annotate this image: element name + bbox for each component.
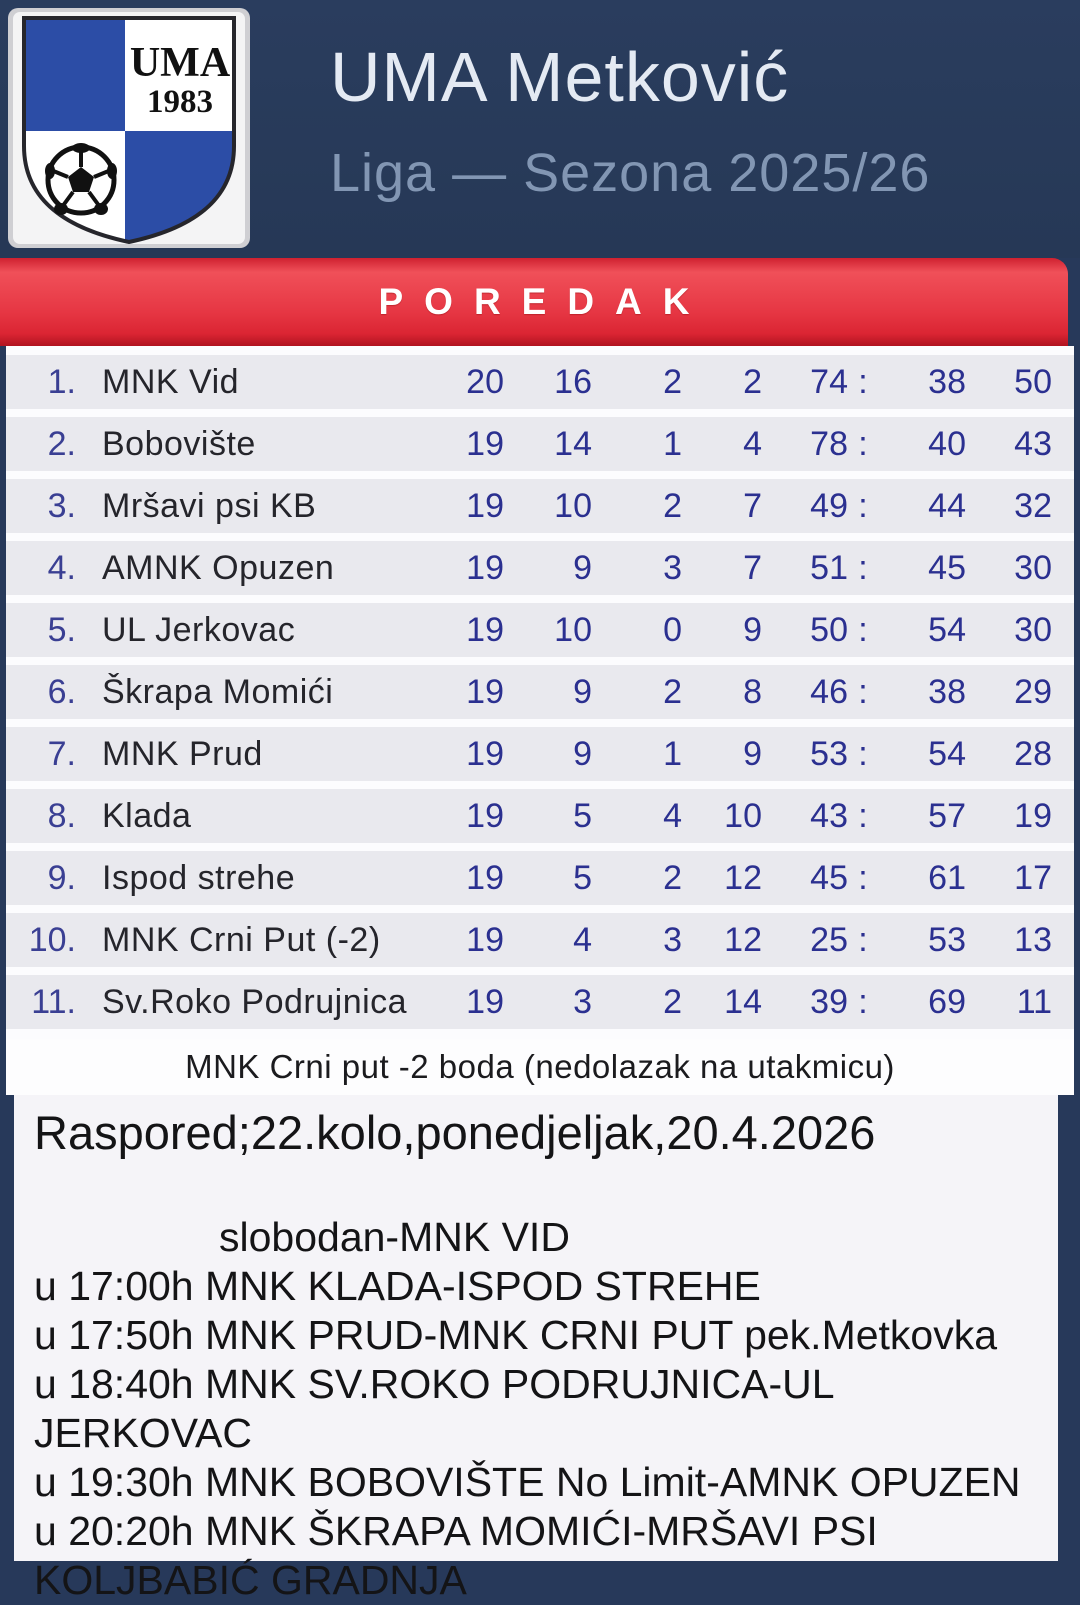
- wins-cell: 14: [554, 424, 592, 463]
- games-cell: 19: [466, 424, 504, 463]
- table-row: [6, 727, 1074, 781]
- wins-cell: 9: [573, 548, 592, 587]
- rank-cell: 2.: [47, 424, 76, 463]
- games-cell: 19: [466, 982, 504, 1021]
- schedule-line: u 17:50h MNK PRUD-MNK CRNI PUT pek.Metkovka: [34, 1312, 998, 1358]
- rank-cell: 1.: [47, 362, 76, 401]
- club-crest-icon: [8, 8, 250, 248]
- losses-cell: 9: [743, 610, 762, 649]
- header: [0, 0, 1080, 258]
- goals-for-cell: 39: [810, 982, 848, 1021]
- goals-against-cell: 38: [928, 362, 966, 401]
- points-cell: 32: [1014, 486, 1052, 525]
- table-row: [6, 851, 1074, 905]
- schedule-heading: Raspored;22.kolo,ponedjeljak,20.4.2026: [34, 1106, 876, 1159]
- games-cell: 19: [466, 486, 504, 525]
- score-separator: :: [858, 734, 868, 773]
- rank-cell: 11.: [31, 982, 76, 1021]
- standings-table: [6, 346, 1074, 1039]
- games-cell: 19: [466, 920, 504, 959]
- losses-cell: 7: [743, 486, 762, 525]
- goals-for-cell: 43: [810, 796, 848, 835]
- points-cell: 13: [1014, 920, 1052, 959]
- table-row: [6, 479, 1074, 533]
- goals-against-cell: 44: [928, 486, 966, 525]
- page-subtitle: Liga — Sezona 2025/26: [330, 143, 931, 203]
- goals-against-cell: 40: [928, 424, 966, 463]
- rank-cell: 3.: [47, 486, 76, 525]
- goals-against-cell: 54: [928, 734, 966, 773]
- goals-against-cell: 38: [928, 672, 966, 711]
- page-title: UMA Metković: [330, 38, 790, 116]
- score-separator: :: [858, 858, 868, 897]
- draws-cell: 2: [663, 858, 682, 897]
- draws-cell: 2: [663, 982, 682, 1021]
- score-separator: :: [858, 424, 868, 463]
- team-cell: AMNK Opuzen: [102, 548, 335, 587]
- games-cell: 20: [466, 362, 504, 401]
- rank-cell: 8.: [47, 796, 76, 835]
- draws-cell: 2: [663, 362, 682, 401]
- rank-cell: 9.: [47, 858, 76, 897]
- draws-cell: 1: [663, 424, 682, 463]
- games-cell: 19: [466, 548, 504, 587]
- losses-cell: 9: [743, 734, 762, 773]
- wins-cell: 16: [554, 362, 592, 401]
- goals-against-cell: 57: [928, 796, 966, 835]
- draws-cell: 4: [663, 796, 682, 835]
- rank-cell: 4.: [47, 548, 76, 587]
- losses-cell: 8: [743, 672, 762, 711]
- points-cell: 19: [1014, 796, 1052, 835]
- points-cell: 28: [1014, 734, 1052, 773]
- badge-club-name: UMA: [129, 40, 231, 86]
- schedule-line: u 20:20h MNK ŠKRAPA MOMIĆI-MRŠAVI PSI KOLJBABIĆ GRADNJA: [34, 1508, 878, 1603]
- standings-banner-title: POREDAK: [378, 281, 711, 322]
- table-row: [6, 913, 1074, 967]
- goals-against-cell: 61: [928, 858, 966, 897]
- rank-cell: 6.: [47, 672, 76, 711]
- team-cell: Bobovište: [102, 424, 256, 463]
- rank-cell: 7.: [47, 734, 76, 773]
- score-separator: :: [858, 548, 868, 587]
- table-row: [6, 541, 1074, 595]
- wins-cell: 3: [573, 982, 592, 1021]
- goals-for-cell: 50: [810, 610, 848, 649]
- losses-cell: 2: [743, 362, 762, 401]
- losses-cell: 4: [743, 424, 762, 463]
- points-cell: 17: [1014, 858, 1052, 897]
- score-separator: :: [858, 362, 868, 401]
- goals-against-cell: 54: [928, 610, 966, 649]
- games-cell: 19: [466, 672, 504, 711]
- table-row: [6, 417, 1074, 471]
- badge-year: 1983: [147, 84, 213, 120]
- goals-for-cell: 45: [810, 858, 848, 897]
- team-cell: Klada: [102, 796, 192, 835]
- rank-cell: 10.: [28, 920, 76, 959]
- goals-for-cell: 74: [810, 362, 848, 401]
- schedule-section: [14, 1095, 1058, 1603]
- schedule-line: u 17:00h MNK KLADA-ISPOD STREHE: [34, 1263, 761, 1309]
- games-cell: 19: [466, 734, 504, 773]
- score-separator: :: [858, 610, 868, 649]
- wins-cell: 5: [573, 796, 592, 835]
- wins-cell: 5: [573, 858, 592, 897]
- draws-cell: 2: [663, 672, 682, 711]
- score-separator: :: [858, 672, 868, 711]
- score-separator: :: [858, 920, 868, 959]
- wins-cell: 4: [573, 920, 592, 959]
- draws-cell: 0: [663, 610, 682, 649]
- losses-cell: 10: [724, 796, 762, 835]
- goals-for-cell: 46: [810, 672, 848, 711]
- draws-cell: 2: [663, 486, 682, 525]
- table-row: [6, 603, 1074, 657]
- team-cell: Mršavi psi KB: [102, 486, 317, 525]
- losses-cell: 7: [743, 548, 762, 587]
- table-row: [6, 665, 1074, 719]
- losses-cell: 12: [724, 858, 762, 897]
- score-separator: :: [858, 486, 868, 525]
- team-cell: MNK Crni Put (-2): [102, 920, 381, 959]
- table-row: [6, 789, 1074, 843]
- goals-against-cell: 53: [928, 920, 966, 959]
- points-cell: 29: [1014, 672, 1052, 711]
- wins-cell: 9: [573, 734, 592, 773]
- team-cell: Škrapa Momići: [102, 672, 334, 711]
- rank-cell: 5.: [47, 610, 76, 649]
- wins-cell: 9: [573, 672, 592, 711]
- table-row: [6, 975, 1074, 1029]
- games-cell: 19: [466, 858, 504, 897]
- penalty-note: [6, 1039, 1074, 1095]
- goals-against-cell: 69: [928, 982, 966, 1021]
- draws-cell: 1: [663, 734, 682, 773]
- games-cell: 19: [466, 610, 504, 649]
- schedule-line: u 19:30h MNK BOBOVIŠTE No Limit-AMNK OPUZEN: [34, 1459, 1021, 1505]
- draws-cell: 3: [663, 548, 682, 587]
- team-cell: Sv.Roko Podrujnica: [102, 982, 408, 1021]
- draws-cell: 3: [663, 920, 682, 959]
- schedule-lines: [34, 1213, 1058, 1605]
- team-cell: UL Jerkovac: [102, 610, 296, 649]
- score-separator: :: [858, 796, 868, 835]
- points-cell: 43: [1014, 424, 1052, 463]
- goals-for-cell: 25: [810, 920, 848, 959]
- points-cell: 11: [1016, 982, 1052, 1021]
- team-cell: MNK Prud: [102, 734, 263, 773]
- wins-cell: 10: [554, 610, 592, 649]
- wins-cell: 10: [554, 486, 592, 525]
- club-badge: [8, 8, 250, 248]
- team-cell: MNK Vid: [102, 362, 240, 401]
- schedule-line: u 18:40h MNK SV.ROKO PODRUJNICA-UL JERKOVAC: [34, 1361, 833, 1456]
- goals-for-cell: 51: [810, 548, 848, 587]
- losses-cell: 14: [724, 982, 762, 1021]
- table-row: [6, 355, 1074, 409]
- schedule-line: slobodan-MNK VID: [219, 1214, 570, 1260]
- losses-cell: 12: [724, 920, 762, 959]
- points-cell: 30: [1014, 610, 1052, 649]
- games-cell: 19: [466, 796, 504, 835]
- score-separator: :: [858, 982, 868, 1021]
- goals-for-cell: 53: [810, 734, 848, 773]
- goals-for-cell: 49: [810, 486, 848, 525]
- points-cell: 50: [1014, 362, 1052, 401]
- points-cell: 30: [1014, 548, 1052, 587]
- team-cell: Ispod strehe: [102, 858, 296, 897]
- penalty-note-text: MNK Crni put -2 boda (nedolazak na utakmicu): [185, 1048, 895, 1085]
- goals-for-cell: 78: [810, 424, 848, 463]
- standings-banner: [0, 258, 1068, 346]
- goals-against-cell: 45: [928, 548, 966, 587]
